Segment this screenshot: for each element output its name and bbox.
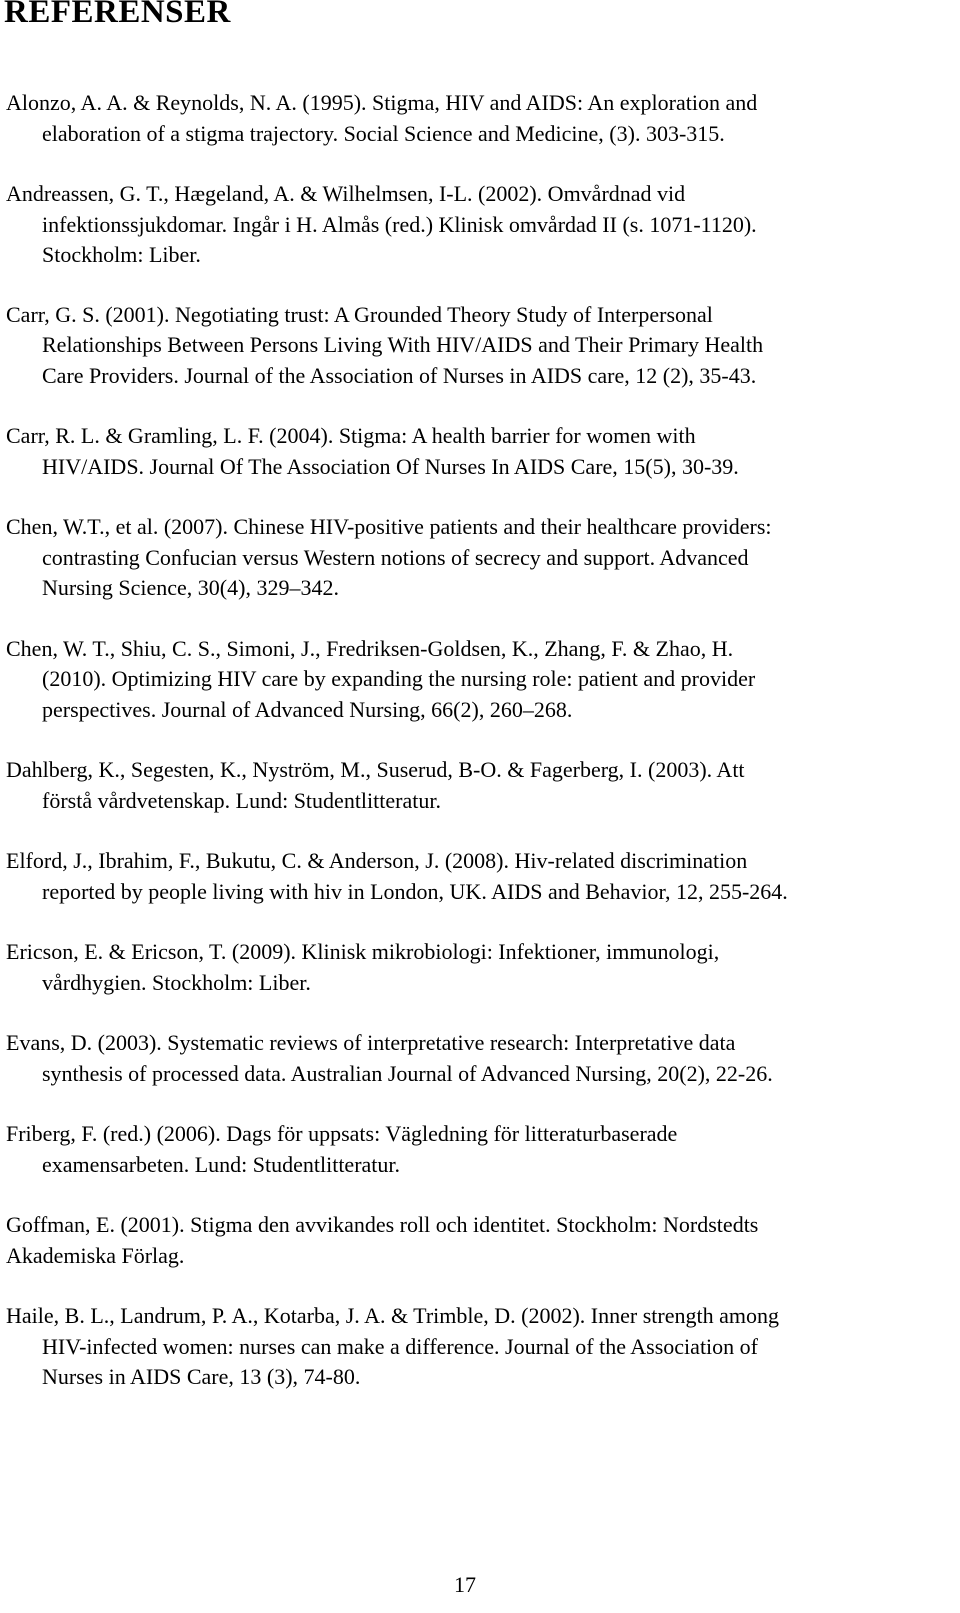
reference-line: Care Providers. Journal of the Association of Nurses in AIDS care, 12 (2), 35-43. <box>42 362 757 388</box>
reference-line: Chen, W. T., Shiu, C. S., Simoni, J., Fredriksen-Goldsen, K., Zhang, F. & Zhao, H. <box>6 635 734 661</box>
reference-line: Akademiska Förlag. <box>6 1242 185 1268</box>
reference-item <box>6 755 942 816</box>
reference-item <box>6 1119 942 1180</box>
reference-item <box>6 179 942 271</box>
reference-item <box>6 846 942 907</box>
reference-line: infektionssjukdomar. Ingår i H. Almås (red.) Klinisk omvårdad II (s. 1071-1120). <box>42 211 757 237</box>
reference-item <box>6 1301 942 1393</box>
reference-line: Chen, W.T., et al. (2007). Chinese HIV-positive patients and their healthcare providers: <box>6 514 772 539</box>
reference-line: förstå vårdvetenskap. Lund: Studentlitteratur. <box>42 787 441 813</box>
reference-line: HIV-infected women: nurses can make a difference. Journal of the Association of <box>42 1333 758 1359</box>
reference-line: Nursing Science, 30(4), 329–342. <box>42 575 339 600</box>
reference-item <box>6 937 942 998</box>
reference-line: synthesis of processed data. Australian Journal of Advanced Nursing, 20(2), 22-26. <box>42 1060 773 1086</box>
reference-item <box>6 634 942 726</box>
reference-line: Ericson, E. & Ericson, T. (2009). Klinisk mikrobiologi: Infektioner, immunologi, <box>6 939 720 964</box>
reference-line: Stockholm: Liber. <box>42 242 201 267</box>
reference-line: (2010). Optimizing HIV care by expanding the nursing role: patient and provider <box>42 666 756 691</box>
reference-line: HIV/AIDS. Journal Of The Association Of Nurses In AIDS Care, 15(5), 30-39. <box>42 453 739 479</box>
reference-line: Relationships Between Persons Living With HIV/AIDS and Their Primary Health <box>42 332 764 357</box>
reference-line: elaboration of a stigma trajectory. Social Science and Medicine, (3). 303-315. <box>42 120 725 146</box>
reference-line: Carr, R. L. & Gramling, L. F. (2004). Stigma: A health barrier for women with <box>6 423 696 448</box>
reference-line: Carr, G. S. (2001). Negotiating trust: A Grounded Theory Study of Interpersonal <box>6 301 713 327</box>
reference-item <box>6 1028 942 1089</box>
reference-line: perspectives. Journal of Advanced Nursing, 66(2), 260–268. <box>42 696 573 722</box>
reference-line: Elford, J., Ibrahim, F., Bukutu, C. & Anderson, J. (2008). Hiv-related discrimination <box>6 848 748 873</box>
reference-item <box>6 512 942 604</box>
reference-line: Evans, D. (2003). Systematic reviews of interpretative research: Interpretative data <box>6 1030 736 1055</box>
reference-item <box>6 300 942 392</box>
reference-line: contrasting Confucian versus Western notions of secrecy and support. Advanced <box>42 544 749 570</box>
reference-item <box>6 88 942 149</box>
page-title: REFERENSER <box>4 0 231 30</box>
reference-line: reported by people living with hiv in London, UK. AIDS and Behavior, 12, 255-264. <box>42 878 788 904</box>
reference-line: examensarbeten. Lund: Studentlitteratur. <box>42 1151 401 1177</box>
page-number: 17 <box>454 1572 476 1597</box>
reference-item <box>6 421 942 482</box>
reference-item <box>6 1210 942 1271</box>
reference-line: Haile, B. L., Landrum, P. A., Kotarba, J. A. & Trimble, D. (2002). Inner strength among <box>6 1303 779 1328</box>
reference-line: Friberg, F. (red.) (2006). Dags för uppsats: Vägledning för litteraturbaserade <box>6 1121 678 1146</box>
reference-line: Goffman, E. (2001). Stigma den avvikandes roll och identitet. Stockholm: Nordstedts <box>6 1212 759 1237</box>
reference-line: vårdhygien. Stockholm: Liber. <box>42 969 311 995</box>
reference-line: Andreassen, G. T., Hægeland, A. & Wilhelmsen, I-L. (2002). Omvårdnad vid <box>6 181 686 206</box>
reference-line: Dahlberg, K., Segesten, K., Nyström, M., Suserud, B-O. & Fagerberg, I. (2003). Att <box>6 757 745 782</box>
reference-line: Nurses in AIDS Care, 13 (3), 74-80. <box>42 1364 361 1389</box>
reference-list <box>6 88 942 1393</box>
reference-line: Alonzo, A. A. & Reynolds, N. A. (1995). Stigma, HIV and AIDS: An exploration and <box>6 90 758 115</box>
